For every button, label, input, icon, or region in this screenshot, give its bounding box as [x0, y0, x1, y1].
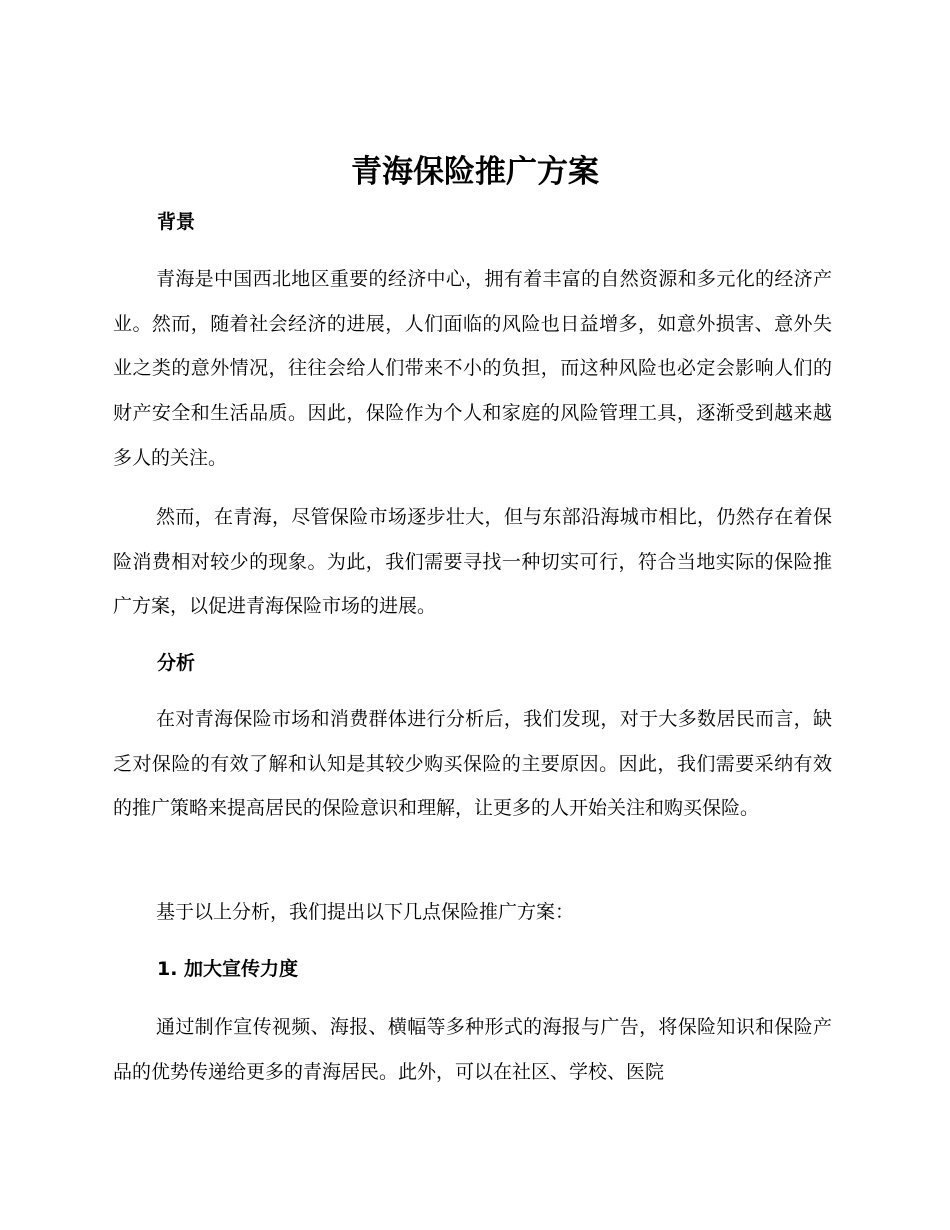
background-paragraph-2: 然而，在青海，尽管保险市场逐步壮大，但与东部沿海城市相比，仍然存在着保险消费相对较少的现象。为此，我们需要寻找一种切实可行，符合当地实际的保险推广方案，以促进青海保险市场的进展。 — [113, 506, 832, 618]
section-heading-point-1: 1. 加大宣传力度 — [157, 958, 299, 980]
background-paragraph-1: 青海是中国西北地区重要的经济中心，拥有着丰富的自然资源和多元化的经济产业。然而，随着社会经济的进展，人们面临的风险也日益增多，如意外损害、意外失业之类的意外情况，往往会给人们带来不小的负担，而这种风险也必定会影响人们的财产安全和生活品质。因此，保险作为个人和家庭的风险管理工具，逐渐受到越来越多人的关注。 — [113, 268, 832, 469]
section-heading-background: 背景 — [157, 211, 196, 233]
analysis-paragraph-2: 基于以上分析，我们提出以下几点保险推广方案： — [156, 901, 575, 923]
point-1-paragraph: 通过制作宣传视频、海报、横幅等多种形式的海报与广告，将保险知识和保险产品的优势传递给更多的青海居民。此外，可以在社区、学校、医院 — [113, 1016, 832, 1083]
document-title: 青海保险推广方案 — [351, 154, 599, 190]
analysis-paragraph-1: 在对青海保险市场和消费群体进行分析后，我们发现，对于大多数居民而言，缺乏对保险的有效了解和认知是其较少购买保险的主要原因。因此，我们需要采纳有效的推广策略来提高居民的保险意识和理解，让更多的人开始关注和购买保险。 — [113, 708, 832, 820]
section-heading-analysis: 分析 — [157, 652, 196, 674]
